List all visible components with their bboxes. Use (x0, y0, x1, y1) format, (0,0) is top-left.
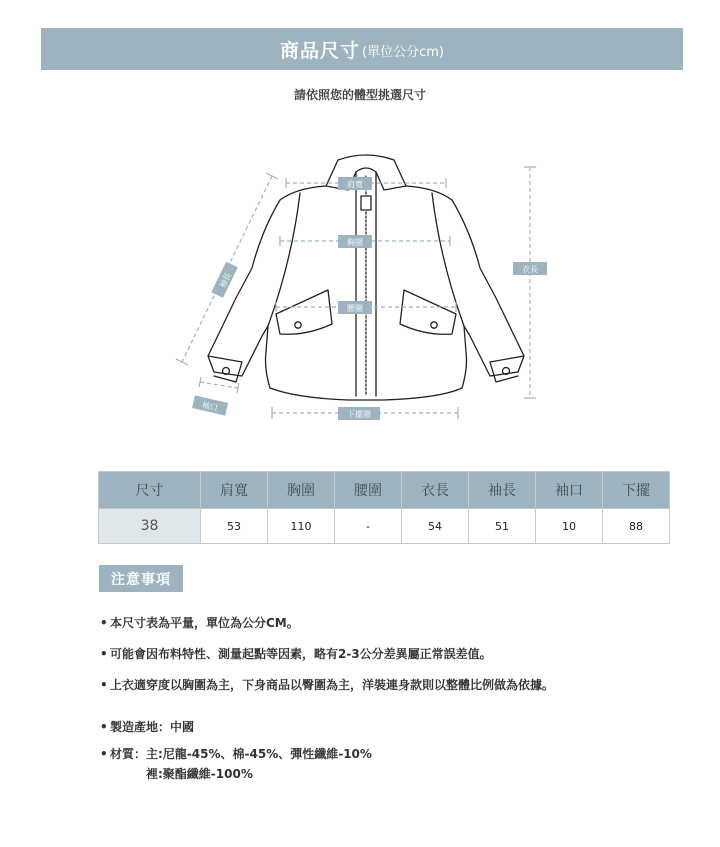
bullet: • (100, 647, 108, 661)
hem-label: 下擺圍 (347, 410, 371, 419)
table-header-row (99, 472, 670, 509)
col-header-waist: 腰圍 (335, 472, 402, 509)
unit-label: (單位公分cm) (362, 45, 444, 60)
sleeve-label: 袖長 (217, 271, 234, 290)
note-item-2 (100, 645, 492, 662)
size-value: 38 (99, 509, 201, 544)
col-header-hem: 下擺 (603, 472, 670, 509)
origin-text: 製造產地：中國 (110, 720, 195, 734)
shoulder-label: 肩寬 (347, 180, 363, 189)
bullet: • (100, 678, 108, 692)
chest-label: 胸圍 (347, 238, 363, 247)
length-label: 衣長 (522, 265, 538, 274)
origin-item (100, 718, 194, 735)
col-header-sleeve: 袖長 (469, 472, 536, 509)
note-item-1 (100, 614, 299, 631)
cuff-line (200, 382, 238, 388)
col-header-length: 衣長 (402, 472, 469, 509)
cuff-label: 袖口 (201, 400, 219, 413)
hem-value: 88 (603, 509, 670, 544)
page-title: 商品尺寸 (280, 39, 361, 62)
note-item-3 (100, 676, 554, 693)
material-lining: 裡:聚酯纖維-100% (146, 767, 253, 781)
subtitle: 請依照您的體型挑選尺寸 (293, 88, 426, 102)
notes-title: 注意事項 (99, 565, 183, 592)
material-item (100, 745, 372, 762)
waist-label: 腰圍 (347, 304, 363, 313)
waist-value: - (335, 509, 402, 544)
material-label: 材質： (110, 747, 147, 761)
col-header-shoulder: 肩寬 (201, 472, 268, 509)
note-text-2: 可能會因布料特性、測量起點等因素，略有2-3公分差異屬正常誤差值。 (110, 647, 492, 661)
chest-value: 110 (268, 509, 335, 544)
size-table (98, 471, 670, 544)
length-value: 54 (402, 509, 469, 544)
note-text-1: 本尺寸表為平量，單位為公分CM。 (110, 616, 299, 630)
sleeve-value: 51 (469, 509, 536, 544)
bullet: • (100, 747, 108, 761)
jacket-outline (208, 155, 524, 400)
col-header-size: 尺寸 (99, 472, 201, 509)
cuff-value: 10 (536, 509, 603, 544)
material-main: 主:尼龍-45%、棉-45%、彈性纖維-10% (146, 747, 372, 761)
col-header-chest: 胸圍 (268, 472, 335, 509)
shoulder-value: 53 (201, 509, 268, 544)
col-header-cuff: 袖口 (536, 472, 603, 509)
bullet: • (100, 720, 108, 734)
table-row (99, 509, 670, 544)
note-text-3: 上衣適穿度以胸圍為主，下身商品以臀圍為主，洋裝連身款則以整體比例做為依據。 (110, 678, 555, 692)
bullet: • (100, 616, 108, 630)
